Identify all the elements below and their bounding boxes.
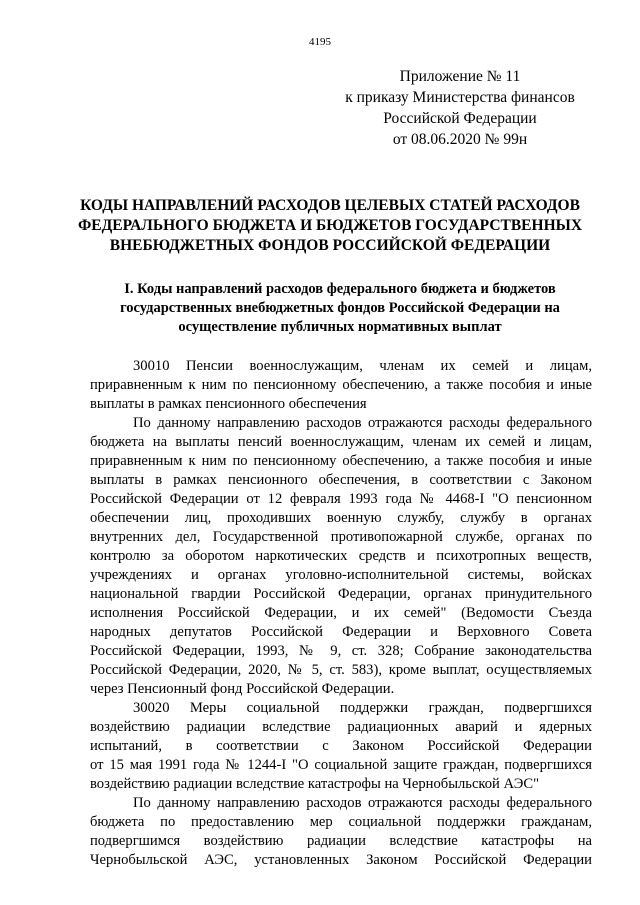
appendix-header xyxy=(330,66,590,150)
text-line: воздействию радиации вследствие радиационных аварий и ядерных xyxy=(90,719,592,735)
text-line: воздействию радиации вследствие катастрофы на Чернобыльской АЭС" xyxy=(90,776,540,792)
document-body xyxy=(90,357,592,870)
text-line: Российской Федерации, 1993, № 9, ст. 328; Собрание законодательства xyxy=(90,643,592,659)
text-line: выплаты в рамках пенсионного обеспечения, в соответствии с Законом xyxy=(90,472,592,488)
text-line: контролю за оборотом наркотических средств и психотропных веществ, xyxy=(90,548,592,564)
text-line: исполнения Российской Федерации, и их семей" (Ведомости Съезда xyxy=(90,605,592,621)
text-line: 30010 Пенсии военнослужащим, членам их семей и лицам, xyxy=(133,358,592,374)
page-number: 4195 xyxy=(309,36,331,48)
appendix-line: Приложение № 11 xyxy=(399,68,521,85)
text-line: от 15 мая 1991 года № 1244-I "О социальной защите граждан, подвергшихся xyxy=(90,757,592,773)
section-title-line: государственных внебюджетных фондов Российской Федерации на xyxy=(120,300,560,316)
appendix-line: от 08.06.2020 № 99н xyxy=(392,131,528,148)
paragraph-30020-heading xyxy=(90,699,592,794)
text-line: через Пенсионный фонд Российской Федерации. xyxy=(90,681,395,697)
text-line: Чернобыльской АЭС, установленных Законом Российской Федерации xyxy=(90,852,592,868)
document-title xyxy=(70,196,590,256)
title-line: ВНЕБЮДЖЕТНЫХ ФОНДОВ РОССИЙСКОЙ ФЕДЕРАЦИИ xyxy=(109,237,551,254)
text-line: приравненным к ним по пенсионному обеспечению, а также пособия и иные xyxy=(90,453,592,469)
section-title-line: осуществление публичных нормативных выплат xyxy=(178,319,502,335)
title-line: КОДЫ НАПРАВЛЕНИЙ РАСХОДОВ ЦЕЛЕВЫХ СТАТЕЙ РАСХОДОВ xyxy=(80,197,580,214)
text-line: 30020 Меры социальной поддержки граждан, подвергшихся xyxy=(133,700,592,716)
text-line: внутренних дел, Государственной противопожарной службе, органах по xyxy=(90,529,592,545)
text-line: народных депутатов Российской Федерации и Верховного Совета xyxy=(90,624,592,640)
text-line: Российской Федерации, 2020, № 5, ст. 583), кроме выплат, осуществляемых xyxy=(90,662,592,678)
appendix-line: к приказу Министерства финансов xyxy=(345,89,575,106)
text-line: приравненным к ним по пенсионному обеспечению, а также пособия и иные xyxy=(90,377,592,393)
paragraph-30010-description xyxy=(90,414,592,699)
section-title xyxy=(90,280,590,337)
paragraph-30010-heading xyxy=(90,357,592,414)
text-line: По данному направлению расходов отражаются расходы федерального xyxy=(133,795,592,811)
paragraph-30020-description xyxy=(90,794,592,870)
section-title-line: I. Коды направлений расходов федерального бюджета и бюджетов xyxy=(124,281,556,297)
text-line: национальной гвардии Российской Федерации, органах принудительного xyxy=(90,586,592,602)
title-line: ФЕДЕРАЛЬНОГО БЮДЖЕТА И БЮДЖЕТОВ ГОСУДАРСТВЕННЫХ xyxy=(77,217,583,234)
text-line: обеспечении лиц, проходивших военную службу, службу в органах xyxy=(90,510,592,526)
text-line: подвергшимся воздействию радиации вследствие катастрофы на xyxy=(90,833,592,849)
text-line: бюджета по предоставлению мер социальной поддержки гражданам, xyxy=(90,814,592,830)
text-line: бюджета на выплаты пенсий военнослужащим, членам их семей и лицам, xyxy=(90,434,592,450)
text-line: учреждениях и органах уголовно-исполнительной системы, войсках xyxy=(90,567,592,583)
appendix-line: Российской Федерации xyxy=(383,110,537,127)
text-line: Российской Федерации от 12 февраля 1993 года № 4468-I "О пенсионном xyxy=(90,491,592,507)
text-line: По данному направлению расходов отражаются расходы федерального xyxy=(133,415,592,431)
text-line: испытаний, в соответствии с Законом Российской Федерации xyxy=(90,738,592,754)
text-line: выплаты в рамках пенсионного обеспечения xyxy=(90,396,367,412)
